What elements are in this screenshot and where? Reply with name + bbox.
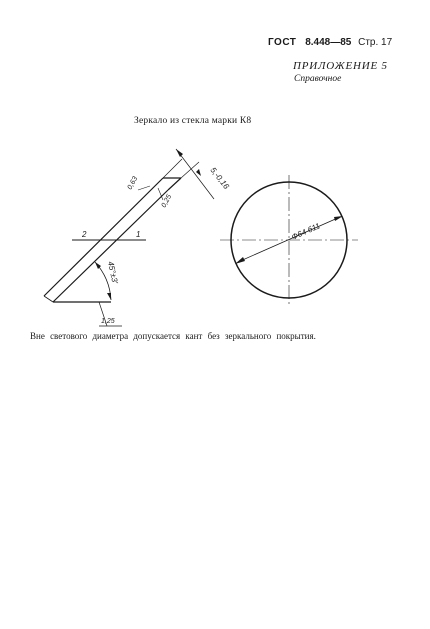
appendix-title: ПРИЛОЖЕНИЕ 5 xyxy=(293,60,388,72)
footnote-text: Вне светового диаметра допускается кант без зеркального покрытия. xyxy=(30,331,316,341)
arrow-head-upper xyxy=(176,149,183,157)
appendix-reference: Справочное xyxy=(294,74,342,84)
chamfer-leader-top xyxy=(138,186,150,190)
thickness-dimension-line xyxy=(176,149,214,199)
mirror-bottom-tip xyxy=(44,296,53,302)
page-number: Стр. 17 xyxy=(358,37,393,48)
diameter-arrow-right xyxy=(334,216,343,221)
mirror-top-chamfer xyxy=(168,178,181,190)
diameter-label: Ф64 б11 xyxy=(290,221,322,242)
surface-2-label: 2 xyxy=(82,230,87,239)
mirror-edge-inner xyxy=(53,190,168,302)
standard-label: ГОСТ xyxy=(268,37,297,48)
thickness-label: 5,-0,16 xyxy=(208,165,231,191)
arrow-head-lower xyxy=(196,169,201,176)
arrow-head-angle xyxy=(107,293,111,300)
chamfer-bottom-label: 1,25 xyxy=(101,318,115,325)
chamfer-top-label: 0,63 xyxy=(126,175,140,191)
surface-1-label: 1 xyxy=(136,230,141,239)
drawing-title: Зеркало из стекла марки К8 xyxy=(134,116,252,126)
angle-label: 45°±3' xyxy=(106,260,120,285)
extension-line-top xyxy=(163,159,182,178)
standard-number: 8.448—85 xyxy=(305,37,352,48)
chamfer-right-label: 0,25 xyxy=(160,193,174,209)
mirror-edge-outer xyxy=(44,175,163,296)
diameter-arrow-left xyxy=(235,257,245,264)
